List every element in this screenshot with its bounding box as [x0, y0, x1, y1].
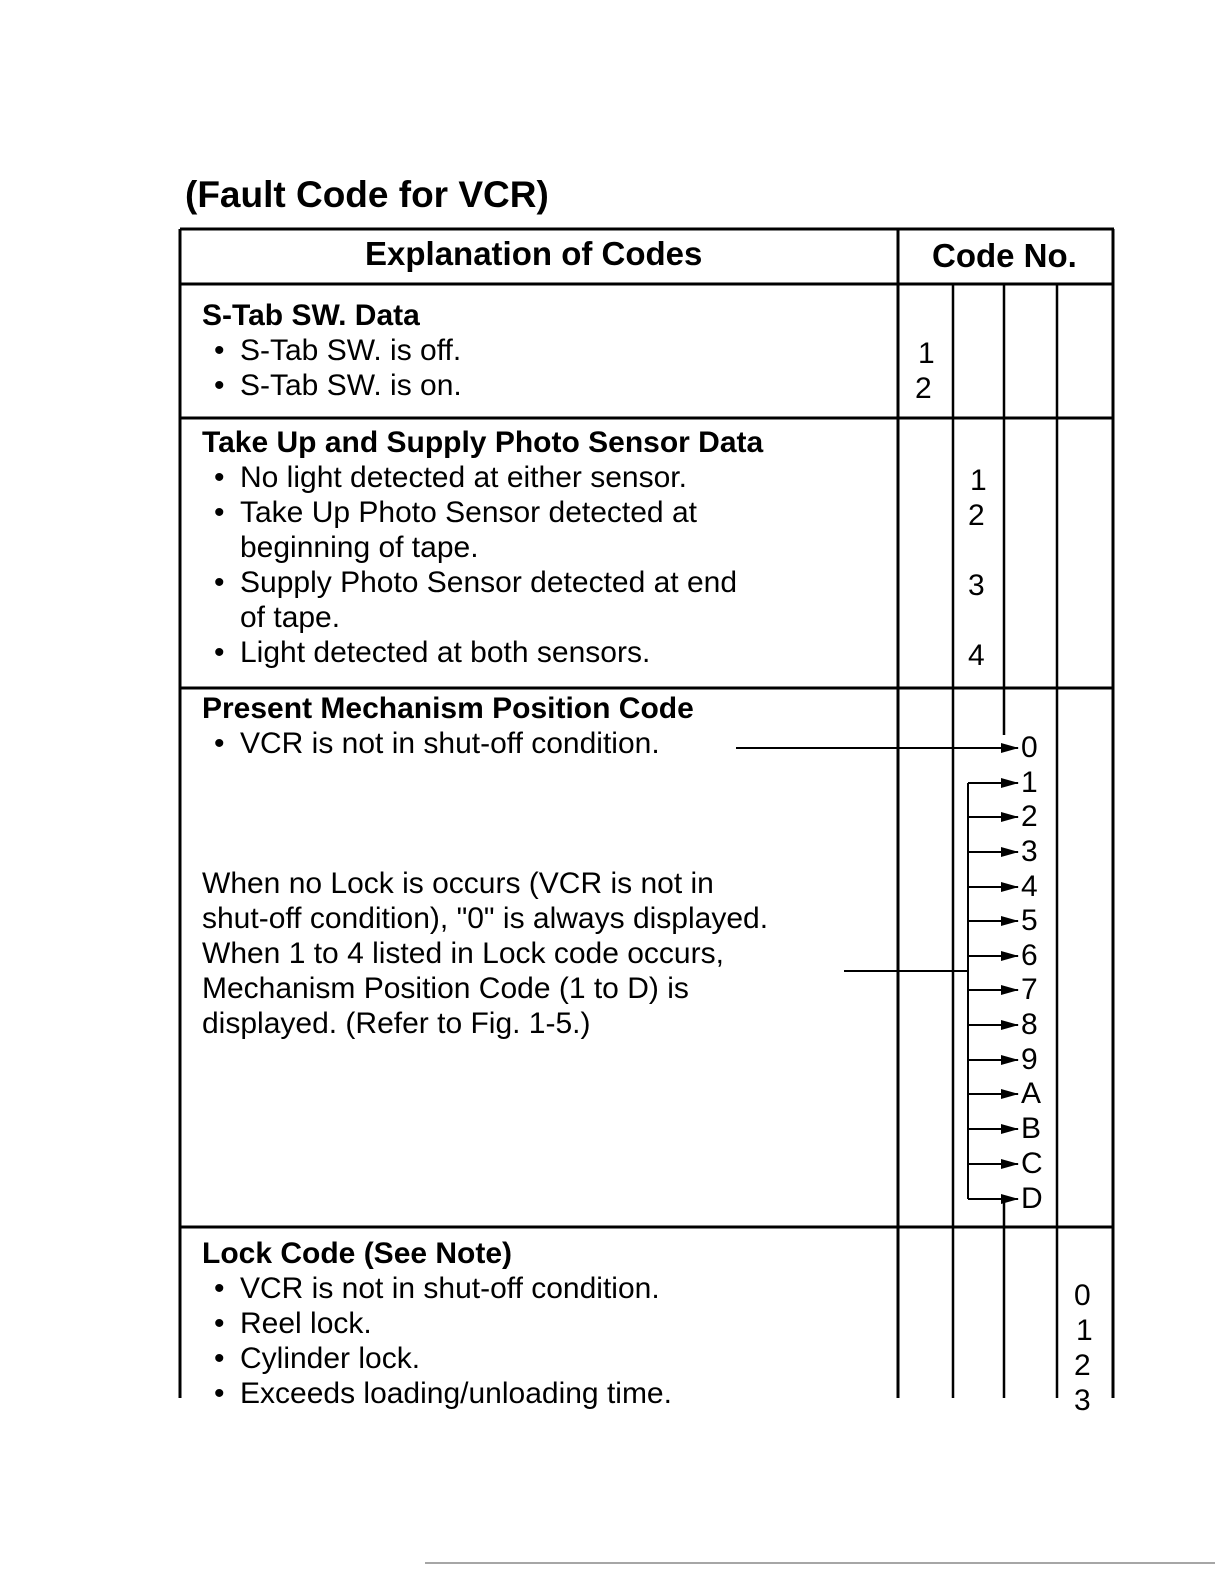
position-code: D: [1021, 1182, 1043, 1215]
list-item: • Exceeds loading/unloading time.: [214, 1377, 672, 1410]
section-lock-code: [202, 1236, 672, 1411]
item-text: No light detected at either sensor.: [240, 461, 687, 494]
list-item: • Cylinder lock.: [214, 1342, 421, 1375]
section-title: Present Mechanism Position Code: [202, 692, 694, 725]
position-code: 7: [1021, 973, 1038, 1006]
lock-code-clip: [180, 1228, 1115, 1417]
list-item: • VCR is not in shut-off condition.: [214, 727, 660, 760]
list-item: • Light detected at both sensors.: [214, 636, 651, 669]
list-item: • Reel lock.: [214, 1307, 372, 1340]
list-item: • Supply Photo Sensor detected at end: [214, 566, 738, 599]
position-code: B: [1021, 1112, 1042, 1145]
code-value: 4: [968, 639, 985, 672]
note-line: When 1 to 4 listed in Lock code occurs,: [202, 937, 724, 970]
section-s-tab-sw-data: [202, 298, 462, 403]
position-code: 8: [1021, 1008, 1038, 1041]
position-code: A: [1021, 1077, 1042, 1110]
note-line: displayed. (Refer to Fig. 1-5.): [202, 1007, 591, 1040]
item-text: Supply Photo Sensor detected at end: [240, 566, 738, 599]
code-value: 2: [968, 499, 985, 532]
item-text: Cylinder lock.: [240, 1342, 421, 1375]
position-code: 2: [1021, 800, 1038, 833]
position-code: 1: [1021, 766, 1038, 799]
list-item: • S-Tab SW. is on.: [214, 369, 462, 402]
position-code: 9: [1021, 1043, 1038, 1076]
item-text: Light detected at both sensors.: [240, 636, 651, 669]
note-line: When no Lock is occurs (VCR is not in: [202, 867, 714, 900]
list-item: • VCR is not in shut-off condition.: [214, 1272, 660, 1305]
position-code: 5: [1021, 904, 1038, 937]
position-code: 3: [1021, 835, 1038, 868]
item-text: Reel lock.: [240, 1307, 372, 1340]
item-text: Exceeds loading/unloading time.: [240, 1377, 672, 1410]
mechanism-note: [202, 866, 768, 1041]
header-code-no: Code No.: [932, 237, 1077, 274]
code-value: 2: [1074, 1349, 1091, 1382]
position-code: C: [1021, 1147, 1043, 1180]
code-value: 1: [970, 464, 987, 497]
code-value: 0: [1074, 1279, 1091, 1312]
section-title: S-Tab SW. Data: [202, 299, 420, 332]
section-title: Lock Code (See Note): [202, 1237, 513, 1270]
position-code: 4: [1021, 870, 1038, 903]
position-code: 0: [1021, 731, 1038, 764]
item-text: S-Tab SW. is off.: [240, 334, 462, 367]
list-item-continuation: of tape.: [240, 601, 341, 634]
code-value: 2: [915, 372, 932, 405]
page-title: (Fault Code for VCR): [185, 174, 549, 215]
note-line: shut-off condition), "0" is always displayed.: [202, 902, 769, 935]
list-item: • No light detected at either sensor.: [214, 461, 687, 494]
section-mechanism-position-code: [202, 691, 694, 761]
section-title: Take Up and Supply Photo Sensor Data: [202, 426, 764, 459]
list-item: • Take Up Photo Sensor detected at: [214, 496, 697, 529]
code-value: 1: [918, 337, 935, 370]
note-line: Mechanism Position Code (1 to D) is: [202, 972, 689, 1005]
scan-edge-line: [425, 1562, 1215, 1564]
header-explanation-of-codes: Explanation of Codes: [365, 235, 703, 272]
section-photo-sensor-data: [202, 425, 763, 670]
code-value: 3: [968, 569, 985, 602]
item-text: VCR is not in shut-off condition.: [240, 1272, 660, 1305]
code-value: 3: [1074, 1384, 1091, 1417]
item-text: VCR is not in shut-off condition.: [240, 727, 660, 760]
item-text: Take Up Photo Sensor detected at: [240, 496, 697, 529]
list-item: • S-Tab SW. is off.: [214, 334, 462, 367]
position-code: 6: [1021, 939, 1038, 972]
item-text: S-Tab SW. is on.: [240, 369, 462, 402]
list-item-continuation: beginning of tape.: [240, 531, 479, 564]
code-value: 1: [1076, 1314, 1093, 1347]
